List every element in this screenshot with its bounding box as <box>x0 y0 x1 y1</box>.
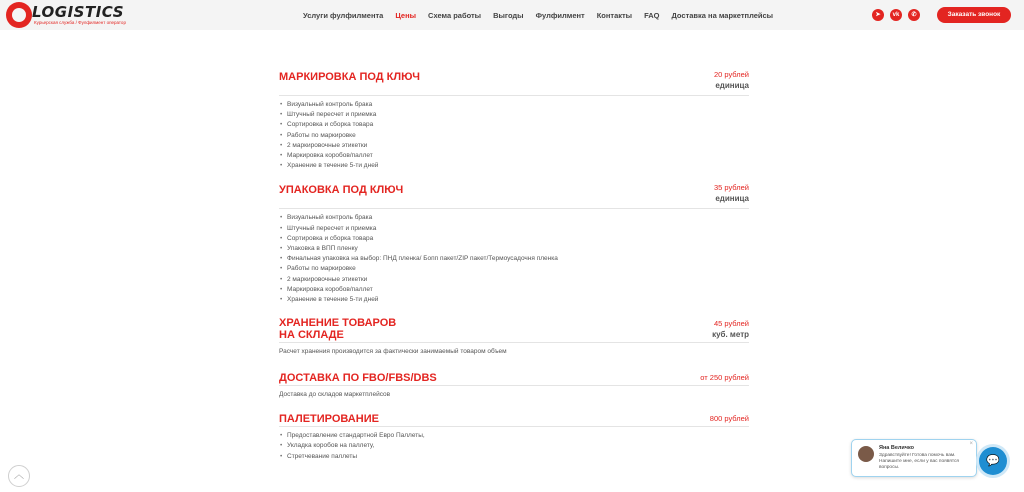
section-note: Доставка до складов маркетплейсов <box>279 391 391 399</box>
list-item: • 2 маркировочные этикетки <box>279 141 749 151</box>
chat-popup[interactable] <box>851 439 977 477</box>
chevron-up-icon: ︿ <box>14 470 24 481</box>
site-header <box>0 0 1024 30</box>
close-icon[interactable]: × <box>969 441 973 447</box>
section-unit: куб. метр <box>712 330 749 340</box>
price-list <box>279 68 749 462</box>
price-section-packaging <box>279 181 749 305</box>
nav-item-faq[interactable]: FAQ <box>644 11 660 20</box>
section-title: МАРКИРОВКА ПОД КЛЮЧ <box>279 71 421 83</box>
list-item: • Упаковка в ВПП пленку <box>279 244 749 254</box>
price-section-delivery <box>279 372 749 400</box>
list-item: • Предоставление стандартной Евро Паллеты, <box>279 431 749 441</box>
list-item: • Стретчевание паллеты <box>279 452 749 462</box>
section-price: от 250 рублей <box>700 373 749 383</box>
list-item: • Штучный пересчет и приемка <box>279 224 749 234</box>
chat-open-button[interactable] <box>979 447 1007 475</box>
list-item: • Укладка коробов на паллету, <box>279 441 749 451</box>
section-title: ДОСТАВКА ПО FBO/FBS/DBS <box>279 372 437 385</box>
price-section-storage <box>279 317 749 357</box>
section-unit: единица <box>715 81 749 90</box>
list-item: • Маркировка коробов/паллет <box>279 285 749 295</box>
scroll-to-top-button[interactable] <box>8 465 30 487</box>
price-section-palletizing <box>279 413 749 462</box>
nav-item-prices[interactable]: Цены <box>395 11 417 20</box>
section-title <box>279 317 749 341</box>
section-unit: единица <box>715 194 749 204</box>
section-price: 20 рублей <box>713 70 749 79</box>
nav-item-marketplace-delivery[interactable]: Доставка на маркетплейсы <box>671 11 774 20</box>
chat-agent-name: Яна Величко <box>879 445 915 451</box>
list-item: • Визуальный контроль брака <box>279 213 749 223</box>
section-title: ПАЛЕТИРОВАНИЕ <box>279 413 379 426</box>
whatsapp-icon[interactable]: ✆ <box>908 9 920 21</box>
logo-tagline: Курьерская служба / Фулфилмент оператор <box>34 20 126 25</box>
list-item: • 2 маркировочные этикетки <box>279 275 749 285</box>
list-item: • Маркировка коробов/паллет <box>279 151 749 161</box>
section-note: Расчет хранения производится за фактически занимаемый товаром объем <box>279 348 507 356</box>
chat-message: Здравствуйте! Готова помочь вам. Напишите мне, если у вас появятся вопросы. <box>879 453 959 470</box>
nav-item-workflow[interactable]: Схема работы <box>428 11 482 20</box>
section-price: 35 рублей <box>713 183 749 193</box>
logo[interactable] <box>6 2 146 28</box>
feature-list <box>279 431 749 462</box>
feature-list <box>279 213 749 305</box>
list-item: • Работы по маркировке <box>279 131 749 141</box>
nav-item-fulfillment-services[interactable]: Услуги фулфилмента <box>303 11 384 20</box>
section-title: УПАКОВКА ПОД КЛЮЧ <box>279 184 404 197</box>
list-item: • Штучный пересчет и приемка <box>279 110 749 120</box>
list-item: • Финальная упаковка на выбор: ПНД пленка/ Бопп пакет/ZIP пакет/Термоусадочня пленка <box>279 254 749 264</box>
list-item: • Хранение в течение 5-ти дней <box>279 161 749 171</box>
main-nav <box>303 11 785 20</box>
call-request-button[interactable]: Заказать звонок <box>937 7 1011 23</box>
list-item: • Работы по маркировке <box>279 264 749 274</box>
list-item: • Сортировка и сборка товара <box>279 120 749 130</box>
avatar <box>858 446 874 462</box>
nav-item-fulfillment[interactable]: Фулфилмент <box>535 11 585 20</box>
telegram-icon[interactable]: ➤ <box>872 9 884 21</box>
feature-list <box>279 100 749 171</box>
nav-item-contacts[interactable]: Контакты <box>596 11 633 20</box>
price-section-labeling <box>279 68 749 171</box>
section-price: 800 рублей <box>709 414 749 424</box>
section-title-line: НА СКЛАДЕ <box>279 329 344 342</box>
list-item: • Сортировка и сборка товара <box>279 234 749 244</box>
list-item: • Визуальный контроль брака <box>279 100 749 110</box>
section-title-line: ХРАНЕНИЕ ТОВАРОВ <box>279 317 397 330</box>
logo-text: LOGISTICS <box>32 3 125 21</box>
section-price: 45 рублей <box>713 319 749 329</box>
list-item: • Хранение в течение 5-ти дней <box>279 295 749 305</box>
nav-item-benefits[interactable]: Выгоды <box>493 11 524 20</box>
logo-mark <box>6 2 32 28</box>
vk-icon[interactable]: vk <box>890 9 902 21</box>
chat-bubble-icon: 💬 <box>986 455 1000 467</box>
